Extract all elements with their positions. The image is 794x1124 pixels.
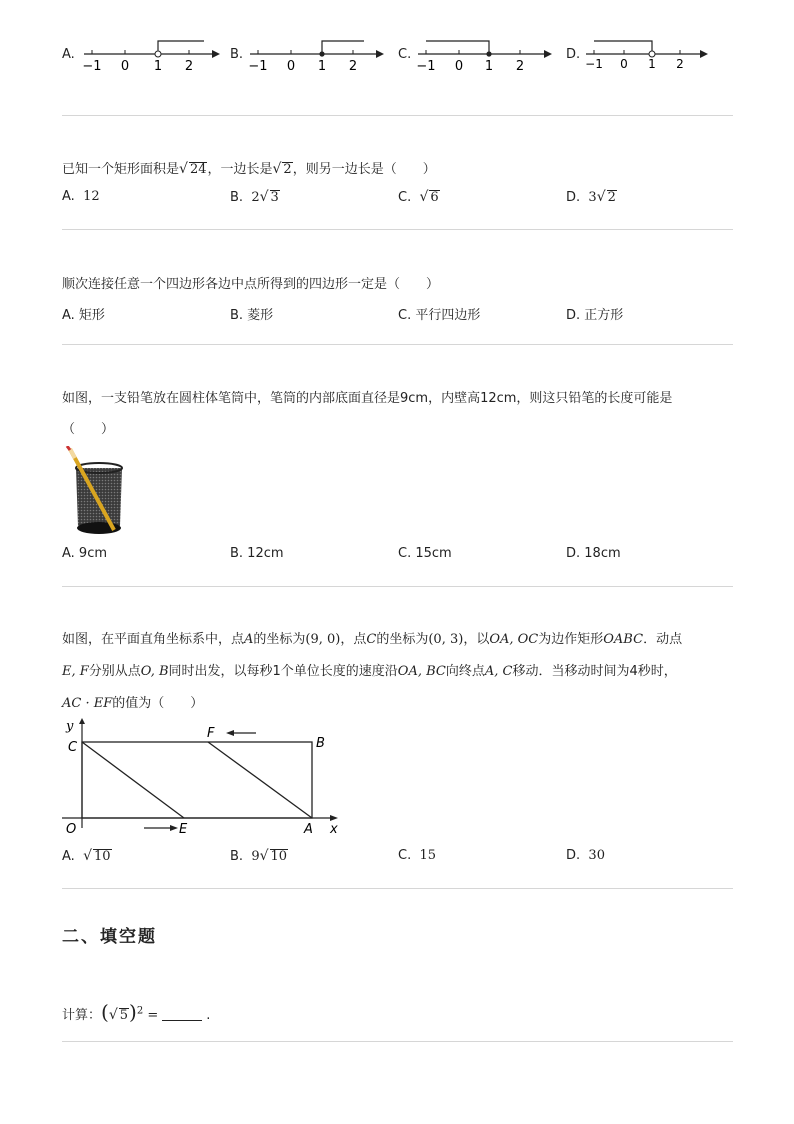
option-a[interactable]: A. 矩形 <box>62 308 105 323</box>
stem-text: ，一边长是 <box>207 162 273 177</box>
coordinate-figure <box>62 716 352 840</box>
question-rect-stem: 已知一个矩形面积是√ 24，一边长是√ 2，则另一边长是（ ） <box>62 161 436 177</box>
divider <box>62 344 733 345</box>
divider <box>62 586 733 587</box>
question-coord-line1: 如图，在平面直角坐标系中，点A的坐标为(9, 0)，点C的坐标为(0, 3)，以OA, OC为边作矩形OABC．动点 <box>62 632 683 647</box>
option-a[interactable]: A. √ 10 <box>62 848 111 864</box>
question-pencil-stem-line2: （ ） <box>62 422 115 437</box>
tick-label: −1 <box>585 57 603 71</box>
tick-label: −1 <box>416 59 436 74</box>
option-d[interactable]: D. 正方形 <box>566 308 624 323</box>
label-f: F <box>207 726 215 741</box>
option-a[interactable]: A. 12 <box>62 189 100 204</box>
tick-label: 0 <box>620 57 628 71</box>
option-b[interactable]: B. 9√ 10 <box>230 848 288 864</box>
tick-label: −1 <box>248 59 268 74</box>
question-calc: 计算：(√ 5)$^2$ = . <box>62 1000 211 1024</box>
answer-blank[interactable] <box>162 1020 202 1021</box>
option-b-numberline <box>246 34 391 76</box>
calc-prefix: 计算： <box>62 1008 102 1023</box>
stem-text: ，则另一边长是（ ） <box>292 162 436 177</box>
label-o: O <box>66 822 77 837</box>
option-c[interactable]: C. 15 <box>398 848 437 863</box>
tick-label: 2 <box>676 57 684 71</box>
section-title: 二、填空题 <box>62 927 157 947</box>
option-c[interactable]: C. 平行四边形 <box>398 308 481 323</box>
divider <box>62 888 733 889</box>
tick-label: −1 <box>82 59 102 74</box>
label-e: E <box>179 822 188 837</box>
tick-label: 0 <box>286 59 296 74</box>
label-a: A <box>304 822 313 837</box>
tick-label: 0 <box>454 59 464 74</box>
option-d[interactable]: D. 30 <box>566 848 605 863</box>
tick-label: 1 <box>648 57 656 71</box>
radicand: 5 <box>119 1008 129 1023</box>
exponent: 2 <box>136 1005 144 1017</box>
option-d[interactable]: D. 18cm <box>566 546 621 561</box>
pencil-cup-image <box>62 446 128 538</box>
tick-label: 1 <box>484 59 494 74</box>
option-c[interactable]: C. √ 6 <box>398 189 439 205</box>
option-b[interactable]: B. 2√ 3 <box>230 189 279 205</box>
option-b-label[interactable]: B. <box>230 47 244 62</box>
divider <box>62 115 733 116</box>
option-c-numberline <box>414 34 559 76</box>
tick-label: 2 <box>515 59 525 74</box>
option-c-label[interactable]: C. <box>398 47 412 62</box>
option-b[interactable]: B. 12cm <box>230 546 284 561</box>
label-c: C <box>68 740 78 755</box>
option-a[interactable]: A. 9cm <box>62 546 108 561</box>
question-coord-line3: AC · EF的值为（ ） <box>62 696 204 711</box>
question-coord-line2: E, F分别从点O, B同时出发，以每秒1个单位长度的速度沿OA, BC向终点A, C移动．当移动时间为4秒时， <box>62 664 677 679</box>
divider <box>62 1041 733 1042</box>
tick-label: 2 <box>348 59 358 74</box>
option-b[interactable]: B. 菱形 <box>230 308 274 323</box>
label-x: x <box>330 822 338 837</box>
option-d-label[interactable]: D. <box>566 47 581 62</box>
option-d-numberline <box>582 34 717 76</box>
radicand: 2 <box>283 162 292 177</box>
divider <box>62 229 733 230</box>
radicand: 24 <box>189 162 207 177</box>
equals-sign: = <box>147 1008 159 1023</box>
tick-label: 1 <box>153 59 163 74</box>
tick-label: 0 <box>120 59 130 74</box>
option-a-numberline <box>80 34 225 76</box>
question-quad-stem: 顺次连接任意一个四边形各边中点所得到的四边形一定是（ ） <box>62 277 440 292</box>
tick-label: 2 <box>184 59 194 74</box>
stem-text: 已知一个矩形面积是 <box>62 162 180 177</box>
option-a-label[interactable]: A. <box>62 47 75 62</box>
label-b: B <box>316 736 325 751</box>
label-y: y <box>66 719 74 734</box>
tick-label: 1 <box>317 59 327 74</box>
option-d[interactable]: D. 3√ 2 <box>566 189 616 205</box>
question-pencil-stem-line1: 如图，一支铅笔放在圆柱体笔筒中，笔筒的内部底面直径是9cm，内壁高12cm，则这只铅笔的长度可能是 <box>62 391 673 406</box>
option-c[interactable]: C. 15cm <box>398 546 452 561</box>
